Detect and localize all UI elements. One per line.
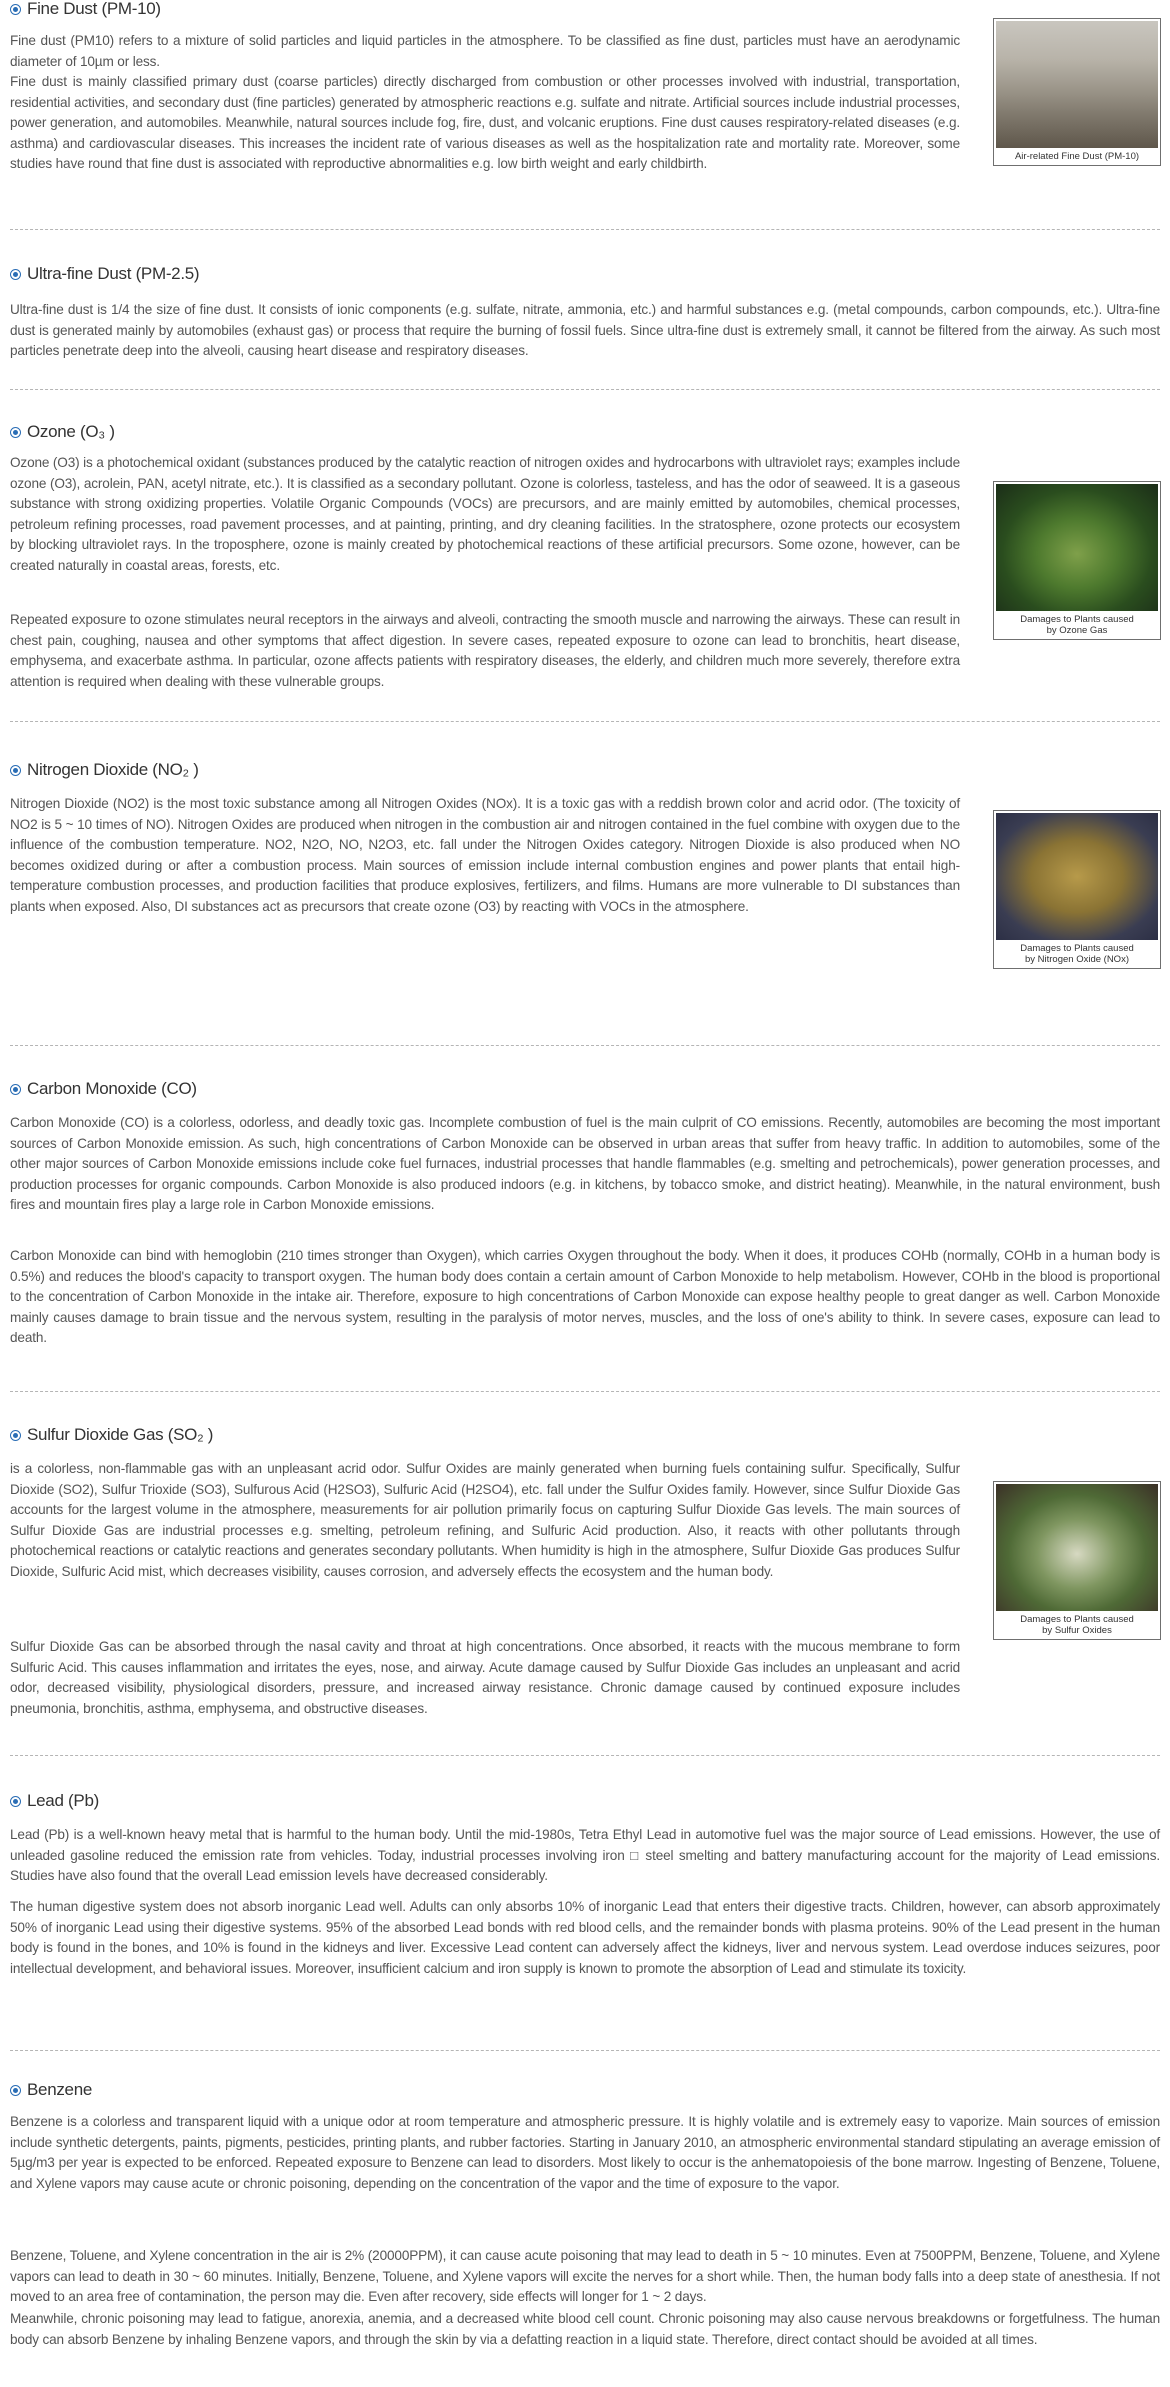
section-title: Carbon Monoxide (CO) xyxy=(27,1079,197,1098)
figure-sulfur-dioxide xyxy=(993,1481,1161,1640)
paragraph: Repeated exposure to ozone stimulates neural receptors in the airways and alveoli, contracting the smooth muscle and narrowing the airways. These can result in chest pain, coughing, nausea and other symptoms that affect digestion. In severe cases, repeated exposure to ozone can lead to bronchitis, heart disease, emphysema, and exacerbate asthma. In particular, ozone affects patients with respiratory diseases, the elderly, and children much more severely, therefore extra attention is required when dealing with these vulnerable groups. xyxy=(10,612,960,689)
section-heading xyxy=(10,263,199,285)
section-heading xyxy=(10,1790,99,1812)
bullet-icon xyxy=(10,4,21,15)
paragraph: is a colorless, non-flammable gas with an unpleasant acrid odor. Sulfur Oxides are mainly generated when burning fuels containing sulfur. Specifically, Sulfur Dioxide (SO2), Sulfur Trioxide (SO3), Sulfurous Acid (H2SO3), Sulfuric Acid (H2SO4), etc. fall under the Sulfur Oxides family. However, since Sulfur Dioxide Gas accounts for the largest volume in the atmosphere, measurements for air pollution primarily focus on capturing Sulfur Dioxide Gas levels. The main sources of Sulfur Dioxide Gas are industrial processes e.g. smelting, petroleum refining, and Sulfuric Acid production. Also, it reacts with other pollutants through photochemical reactions or catalytic reactions and generates secondary pollutants. When humidity is high in the atmosphere, Sulfur Dioxide Gas produces Sulfur Dioxide, Sulfuric Acid mist, which decreases visibility, causes corrosion, and adversely effects the ecosystem and the human body. xyxy=(10,1461,960,1579)
bullet-icon xyxy=(10,1430,21,1441)
section-divider xyxy=(10,1391,1160,1392)
section-title: Lead (Pb) xyxy=(27,1791,99,1810)
bullet-icon xyxy=(10,1084,21,1095)
paragraph: Sulfur Dioxide Gas can be absorbed through the nasal cavity and throat at high concentrations. Once absorbed, it reacts with the mucous membrane to form Sulfuric Acid. This causes inflammation and irritates the eyes, nose, and airway. Acute damage caused by Sulfur Dioxide Gas includes an unpleasant and acrid odor, decreased visibility, physiological disorders, pressure, and increased airway resistance. Chronic damage caused by continued exposure includes pneumonia, bronchitis, asthma, emphysema, and obstructive diseases. xyxy=(10,1639,960,1716)
nox-damaged-leaf-image xyxy=(996,813,1158,940)
figure-caption: by Nitrogen Oxide (NOx) xyxy=(1024,954,1129,965)
paragraph: Benzene, Toluene, and Xylene concentration in the air is 2% (20000PPM), it can cause acute poisoning that may lead to death in 5 ~ 10 minutes. Even at 7500PPM, Benzene, Toluene, and Xylene vapors can lead to death in 30 ~ 60 minutes. Initially, Benzene, Toluene, and Xylene vapors will excite the nerves for a short while. Then, the human body falls into a deep state of anesthesia. If not moved to an area free of contamination, the person may die. Even after recovery, side effects will longer for 1 ~ 2 days. xyxy=(10,2248,1160,2305)
figure-caption: Damages to Plants caused xyxy=(1020,943,1134,954)
section-title: Benzene xyxy=(27,2080,93,2099)
figure-caption: Damages to Plants caused xyxy=(1020,614,1134,625)
paragraph: The human digestive system does not absorb inorganic Lead well. Adults can only absorbs 10% of inorganic Lead that enters their digestive tracts. Children, however, can absorb approximately 50% of inorganic Lead using their digestive systems. 95% of the absorbed Lead bonds with red blood cells, and the remainder bonds with plasma proteins. 90% of the Lead present in the human body is found in the bones, and 10% is found in the kidneys and liver. Excessive Lead content can adversely affect the kidneys, liver and nervous system. Lead overdose induces seizures, poor intellectual development, and behavioral issues. Moreover, insufficient calcium and iron supply is known to promote the absorption of Lead and stimulate its toxicity. xyxy=(10,1899,1160,1976)
bullet-icon xyxy=(10,269,21,280)
paragraph: Carbon Monoxide can bind with hemoglobin (210 times stronger than Oxygen), which carries Oxygen throughout the body. When it does, it produces COHb (normally, COHb in a human body is 0.5%) and reduces the blood's capacity to transport oxygen. The human body does contain a certain amount of Carbon Monoxide to help metabolism. However, COHb in the blood is proportional to the concentration of Carbon Monoxide in the intake air. Therefore, exposure to high concentrations of Carbon Monoxide can expose healthy people to great danger as well. Carbon Monoxide mainly causes damage to brain tissue and the nervous system, resulting in the paralysis of motor nerves, muscles, and the loss of one's ability to think. In severe cases, exposure can lead to death. xyxy=(10,1248,1160,1346)
section-heading xyxy=(10,0,161,20)
section-divider xyxy=(10,1045,1160,1046)
section-heading xyxy=(10,759,199,781)
section-divider xyxy=(10,1755,1160,1756)
figure-fine-dust xyxy=(993,18,1161,166)
section-title: Nitrogen Dioxide (NO₂ ) xyxy=(27,760,199,779)
section-heading xyxy=(10,1424,213,1446)
bullet-icon xyxy=(10,1796,21,1807)
paragraph: Benzene is a colorless and transparent liquid with a unique odor at room temperature and atmospheric pressure. It is highly volatile and is extremely easy to vaporize. Main sources of emission include synthetic detergents, paints, pigments, pesticides, printing plants, and rubber factories. Starting in January 2010, an atmospheric environmental standard stipulating an average emission of 5µg/m3 per year is expected to be enforced. Repeated exposure to Benzene can lead to disorders. Most likely to occur is the anhematopoiesis of the bone marrow. Ingesting of Benzene, Toluene, and Xylene vapors may cause acute or chronic poisoning, depending on the concentration of the vapor and the time of exposure to the vapor. xyxy=(10,2114,1160,2191)
paragraph: Ozone (O3) is a photochemical oxidant (substances produced by the catalytic reaction of nitrogen oxides and hydrocarbons with ultraviolet rays; examples include ozone (O3), acrolein, PAN, acetyl nitrate, etc.). It is classified as a secondary pollutant. Ozone is colorless, tasteless, and has the odor of seaweed. It is a gaseous substance with strong oxidizing properties. Volatile Organic Compounds (VOCs) are precursors, and are mainly emitted by automobiles, chemical processes, petroleum refining processes, road pavement processes, and at painting, printing, and dry cleaning facilities. In the stratosphere, ozone protects our ecosystem by blocking ultraviolet rays. In the troposphere, ozone is mainly created by photochemical reactions of these artificial precursors. Some ozone, however, can be created naturally in coastal areas, forests, etc. xyxy=(10,455,960,573)
figure-ozone xyxy=(993,481,1161,640)
figure-caption: Air-related Fine Dust (PM-10) xyxy=(1014,151,1140,162)
figure-caption: by Ozone Gas xyxy=(1046,625,1108,636)
section-heading xyxy=(10,421,115,443)
paragraph: Carbon Monoxide (CO) is a colorless, odorless, and deadly toxic gas. Incomplete combustion of fuel is the main culprit of CO emissions. Recently, automobiles are becoming the most important sources of Carbon Monoxide emission. As such, high concentrations of Carbon Monoxide can be observed in urban areas that suffer from heavy traffic. In addition to automobiles, some of the other major sources of Carbon Monoxide emissions include coke fuel furnaces, industrial processes that handle flammables (e.g. smelting and petrochemicals), power generation processes, and production processes for organic compounds. Carbon Monoxide is also produced indoors (e.g. in kitchens, by tobacco smoke, and district heating). Meanwhile, in the natural environment, bush fires and mountain fires play a large role in Carbon Monoxide emissions. xyxy=(10,1115,1160,1213)
paragraph: Lead (Pb) is a well-known heavy metal that is harmful to the human body. Until the mid-1980s, Tetra Ethyl Lead in automotive fuel was the major source of Lead emissions. However, the use of unleaded gasoline reduced the emission rate from vehicles. Today, industrial processes involving iron □ steel smelting and battery manufacturing account for the majority of Lead emissions. Studies have also found that the overall Lead emission levels have decreased considerably. xyxy=(10,1827,1160,1884)
section-title: Ultra-fine Dust (PM-2.5) xyxy=(27,264,200,283)
sox-damaged-leaf-image xyxy=(996,1484,1158,1611)
section-divider xyxy=(10,721,1160,722)
paragraph: Ultra-fine dust is 1/4 the size of fine dust. It consists of ionic components (e.g. sulfate, nitrate, ammonia, etc.) and harmful substances e.g. (metal compounds, carbon compounds, etc.). Ultra-fine dust is generated mainly by automobiles (exhaust gas) or process that require the burning of fossil fuels. Since ultra-fine dust is extremely small, it cannot be filtered from the airway. As such most particles penetrate deep into the alveoli, causing heart disease and respiratory diseases. xyxy=(10,302,1160,359)
paragraph: Fine dust is mainly classified primary dust (coarse particles) directly discharged from combustion or other processes involved with industrial, transportation, residential activities, and secondary dust (fine particles) generated by atmospheric reactions e.g. sulfate and nitrate. Artificial sources include industrial processes, power generation, and automobiles. Meanwhile, natural sources include fog, fire, dust, and volcanic eruptions. Fine dust causes respiratory-related diseases (e.g. asthma) and cardiovascular diseases. This increases the incident rate of various diseases as well as the hospitalization rate and mortality rate. Moreover, some studies have round that fine dust is associated with reproductive abnormalities e.g. low birth weight and early childbirth. xyxy=(10,74,960,172)
bullet-icon xyxy=(10,427,21,438)
section-title: Ozone (O₃ ) xyxy=(27,422,115,441)
section-heading xyxy=(10,2079,92,2101)
paragraph: Nitrogen Dioxide (NO2) is the most toxic substance among all Nitrogen Oxides (NOx). It is a toxic gas with a reddish brown color and acrid odor. (The toxicity of NO2 is 5 ~ 10 times of NO). Nitrogen Oxides are produced when nitrogen in the combustion air and nitrogen contained in the fuel combine with oxygen due to the influence of the combustion temperature. NO2, N2O, NO, N2O3, etc. fall under the Nitrogen Oxides category. Nitrogen Dioxide is also produced when NO becomes oxidized during or after a combustion process. Main sources of emission include internal combustion engines and power plants that entail high-temperature combustion processes, and production facilities that produce explosives, fertilizers, and films. Humans are more vulnerable to DI substances than plants when exposed. Also, DI substances act as precursors that create ozone (O3) by reacting with VOCs in the atmosphere. xyxy=(10,796,960,914)
figure-caption: Damages to Plants caused xyxy=(1020,1614,1134,1625)
section-heading xyxy=(10,1078,197,1100)
section-title: Sulfur Dioxide Gas (SO₂ ) xyxy=(27,1425,214,1444)
figure-caption: by Sulfur Oxides xyxy=(1042,1625,1112,1636)
bullet-icon xyxy=(10,2085,21,2096)
paragraph: Fine dust (PM10) refers to a mixture of solid particles and liquid particles in the atmosphere. To be classified as fine dust, particles must have an aerodynamic diameter of 10µm or less. xyxy=(10,33,960,69)
section-divider xyxy=(10,2050,1160,2051)
section-title: Fine Dust (PM-10) xyxy=(27,0,161,18)
figure-nitrogen-dioxide xyxy=(993,810,1161,969)
city-smog-image xyxy=(996,21,1158,148)
paragraph: Meanwhile, chronic poisoning may lead to fatigue, anorexia, anemia, and a decreased white blood cell count. Chronic poisoning may also cause nervous breakdowns or forgetfulness. The human body can absorb Benzene by inhaling Benzene vapors, and through the skin by via a defatting reaction in a liquid state. Therefore, direct contact should be avoided at all times. xyxy=(10,2311,1160,2347)
section-divider xyxy=(10,229,1160,230)
ozone-damaged-leaf-image xyxy=(996,484,1158,611)
section-divider xyxy=(10,389,1160,390)
bullet-icon xyxy=(10,765,21,776)
